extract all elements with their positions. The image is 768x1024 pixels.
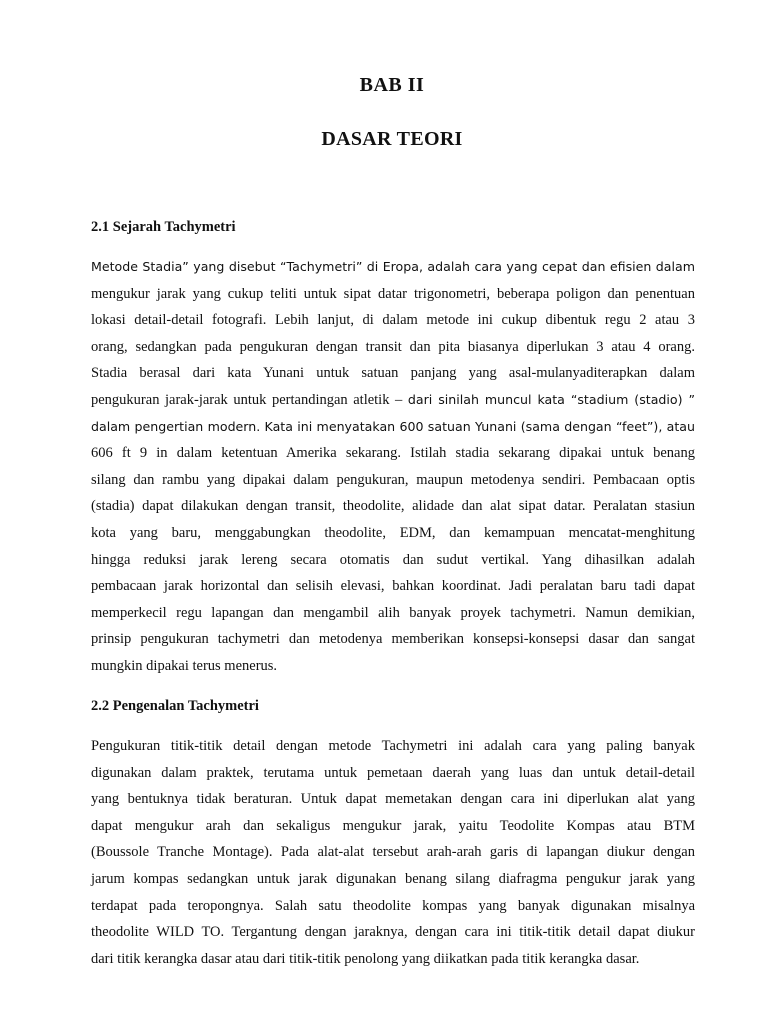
text-line: dalam pengertian modern. Kata ini menyatakan 600 satuan Yunani (sama dengan “feet”), atau — [91, 418, 695, 434]
text-line: dapat mengukur arah dan sekaligus mengukur jarak, yaitu Teodolite Kompas atau BTM — [91, 817, 695, 834]
text-line: kota yang baru, menggabungkan theodolite, EDM, dan kemampuan mencatat-menghitung — [91, 524, 695, 541]
text-run: dari sinilah muncul kata “stadium (stadio) ” — [407, 391, 695, 407]
text-line: orang, sedangkan pada pengukuran dengan transit dan pita biasanya diperlukan 3 atau 4 orang. — [91, 338, 695, 355]
section-heading-sejarah: 2.1 Sejarah Tachymetri — [91, 219, 236, 235]
text-line: Pengukuran titik-titik detail dengan metode Tachymetri ini adalah cara yang paling banyak — [91, 738, 695, 754]
text-run: pengukuran jarak-jarak untuk pertandingan atletik – — [91, 391, 408, 408]
text-line: Metode Stadia” yang disebut “Tachymetri” di Eropa, adalah cara yang cepat dan efisien dalam — [91, 259, 695, 274]
text-line: digunakan dalam praktek, terutama untuk pemetaan daerah yang luas dan untuk detail-detail — [91, 764, 695, 781]
text-line: (stadia) dapat dilakukan dengan transit, theodolite, alidade dan alat sipat datar. Peralatan stasiun — [91, 498, 695, 515]
chapter-title: DASAR TEORI — [321, 128, 463, 150]
text-line: theodolite WILD TO. Tergantung dengan jaraknya, dengan cara ini titik-titik detail dapat diukur — [91, 924, 695, 941]
text-line: lokasi detail-detail fotografi. Lebih lanjut, di dalam metode ini cukup dibentuk regu 2 atau 3 — [91, 312, 695, 329]
text-line: terdapat pada teropongnya. Salah satu theodolite kompas yang banyak digunakan misalnya — [91, 897, 695, 914]
text-line: Stadia berasal dari kata Yunani untuk satuan panjang yang asal-mulanyaditerapkan dalam — [91, 365, 695, 382]
section-heading-pengenalan: 2.2 Pengenalan Tachymetri — [91, 698, 259, 714]
text-line: (Boussole Tranche Montage). Pada alat-alat tersebut arah-arah garis di lapangan diukur dengan — [91, 844, 695, 861]
text-line: pembacaan jarak horizontal dan selisih elevasi, bahkan koordinat. Jadi peralatan baru tadi dapat — [91, 578, 695, 595]
text-line — [91, 387, 695, 414]
text-line: silang dan rambu yang dipakai dalam pengukuran, maupun metodenya sendiri. Pembacaan optis — [91, 471, 695, 488]
text-line: jarum kompas sedangkan untuk jarak digunakan benang silang diafragma pengukur jarak yang — [91, 870, 695, 887]
text-line: prinsip pengukuran tachymetri dan metodenya memberikan konsepsi-konsepsi dasar dan sangat — [91, 631, 695, 648]
text-line: mengukur jarak yang cukup teliti untuk sipat datar trigonometri, beberapa poligon dan penentuan — [91, 285, 695, 302]
paragraph-pengenalan-tachymetri — [91, 733, 695, 972]
text-line: hingga reduksi jarak lereng secara otomatis dan sudut vertikal. Yang dihasilkan adalah — [91, 551, 695, 568]
text-line: yang bentuknya tidak beraturan. Untuk dapat memetakan dengan cara ini diperlukan alat yang — [91, 791, 695, 808]
text-line: mungkin dipakai terus menerus. — [91, 657, 278, 674]
text-line: dari titik kerangka dasar atau dari titik-titik penolong yang diikatkan pada titik kerangka dasar. — [91, 950, 640, 967]
chapter-number: BAB II — [359, 74, 425, 96]
text-line: 606 ft 9 in dalam ketentuan Amerika sekarang. Istilah stadia sekarang dipakai untuk benang — [91, 445, 695, 462]
paragraph-sejarah-tachymetri — [91, 254, 695, 680]
text-line: memperkecil regu lapangan dan mengambil alih banyak proyek tachymetri. Namun demikian, — [91, 604, 695, 621]
